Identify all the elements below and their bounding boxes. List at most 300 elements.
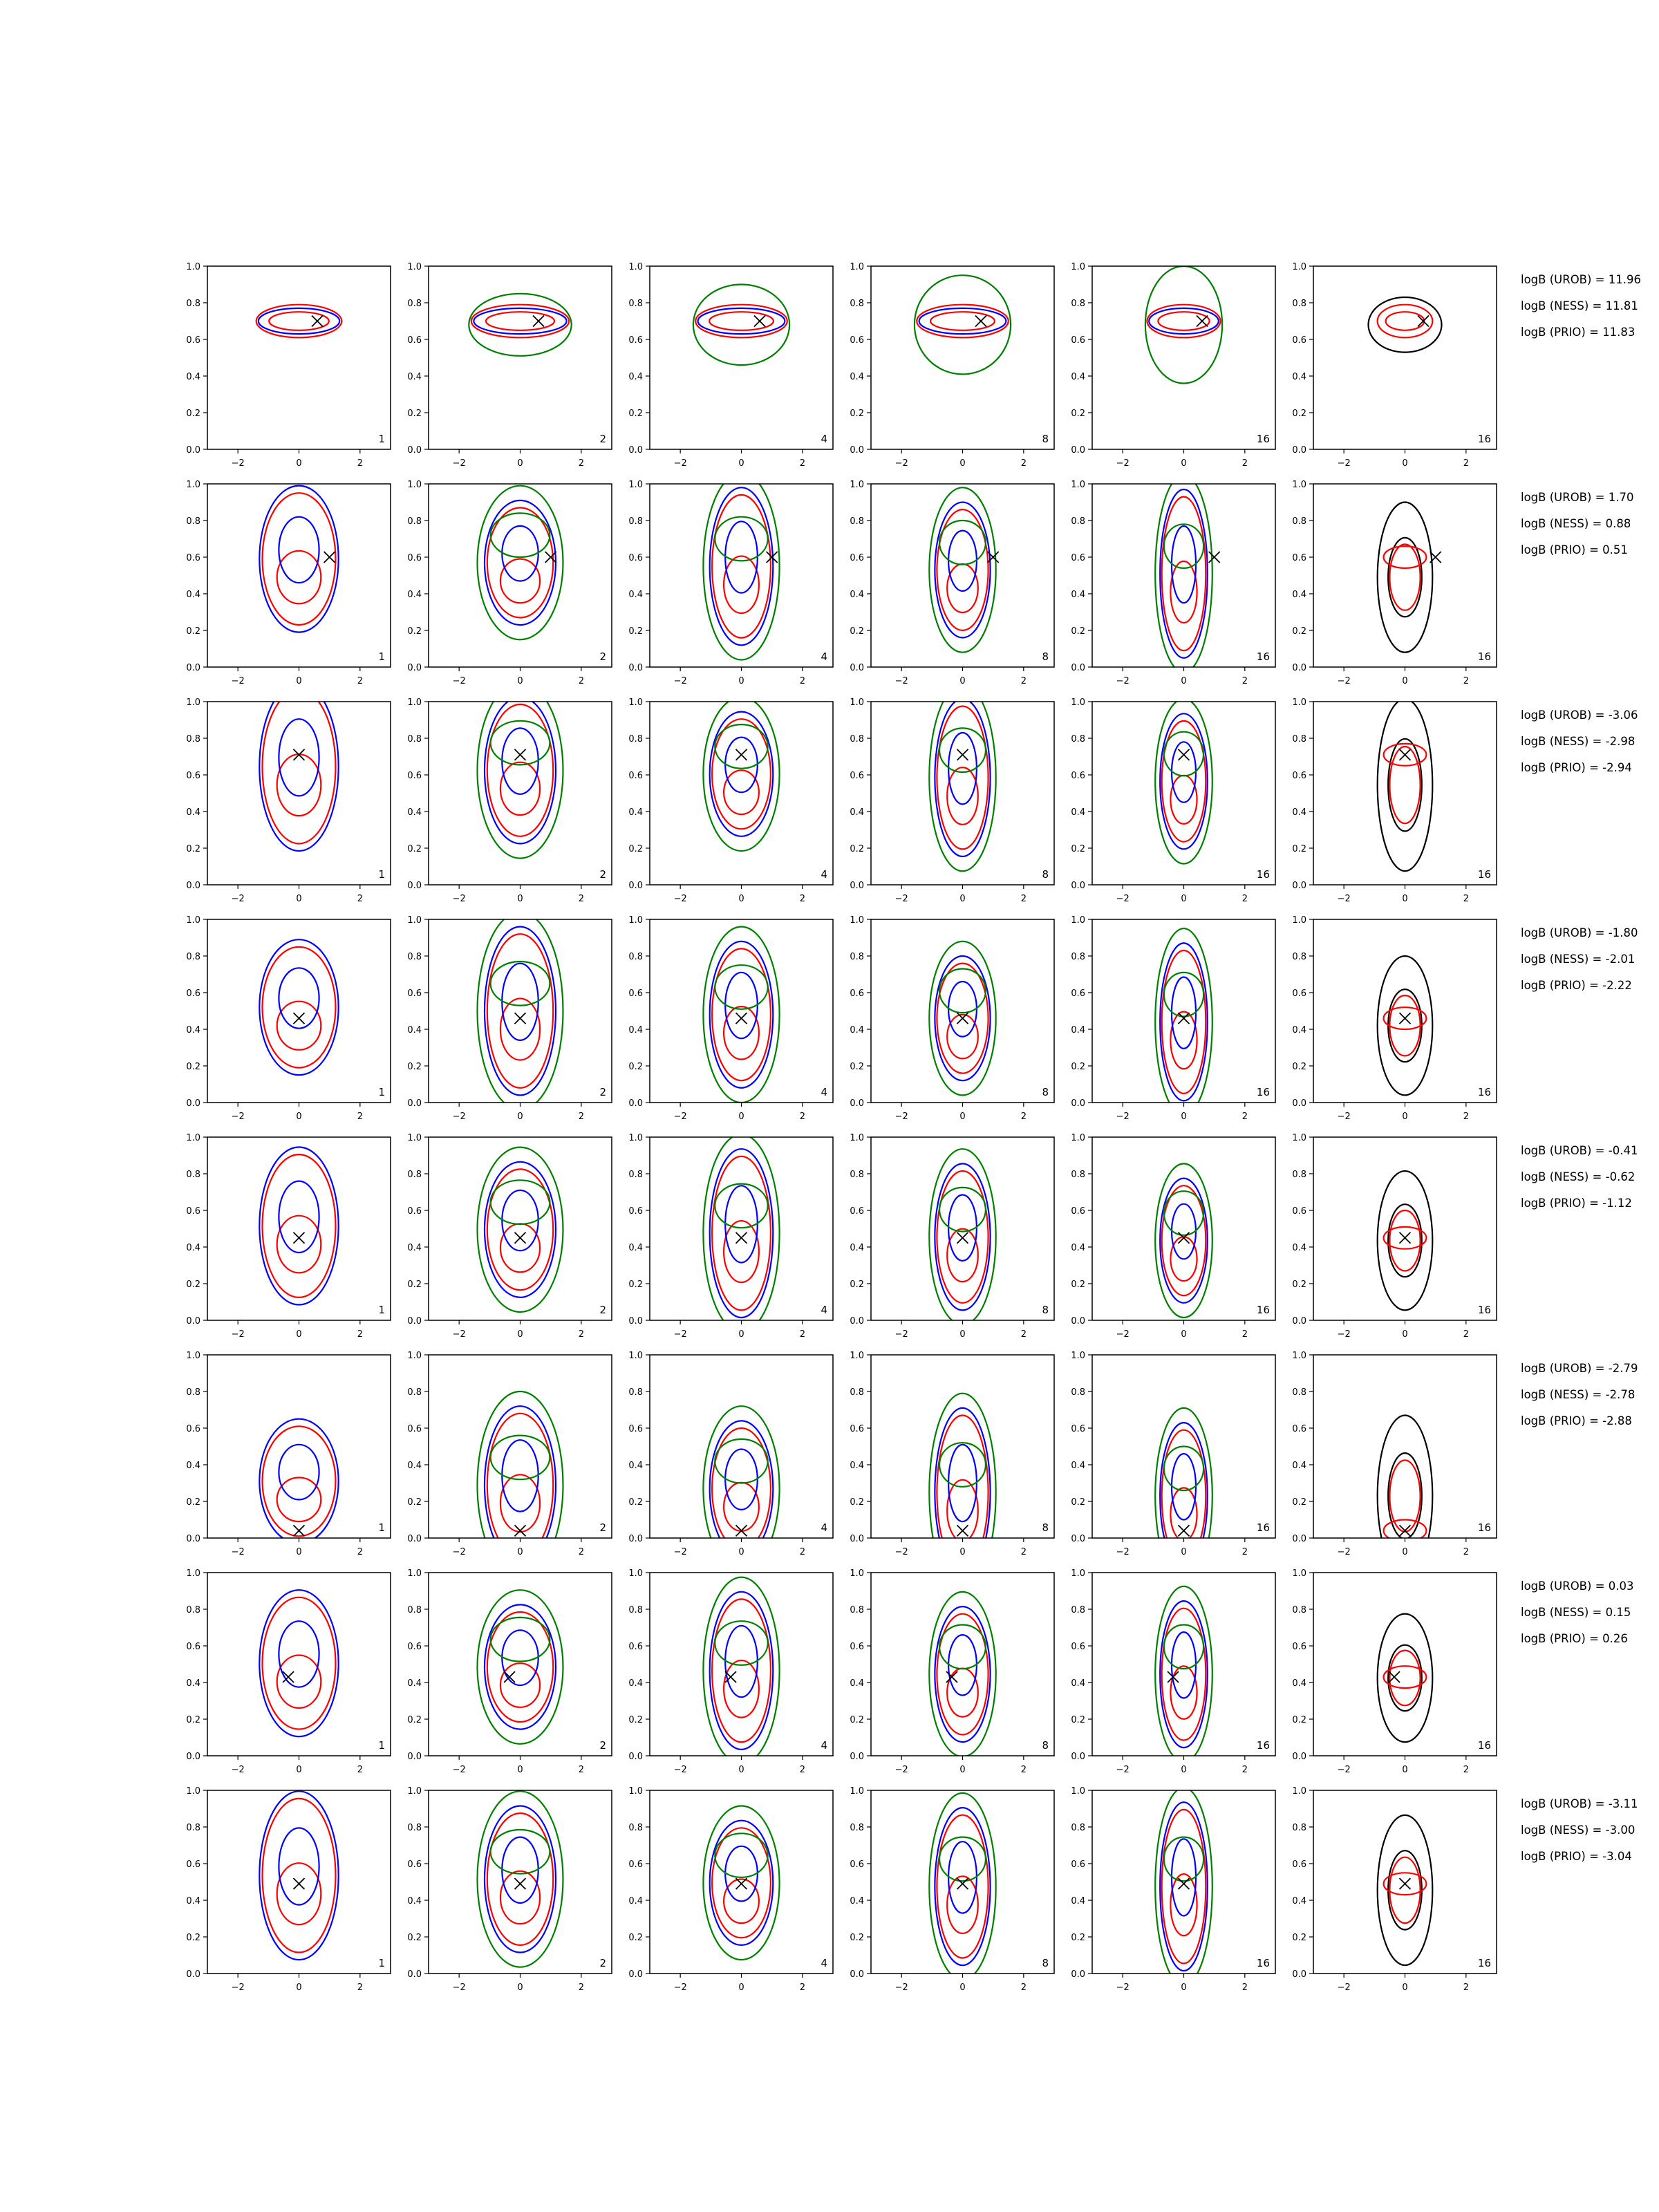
y-tick-label: 0.2 [1071,1280,1085,1290]
contour-red [1389,747,1420,823]
y-tick-label: 0.4 [628,590,643,600]
contour-green [929,1394,995,1591]
contour-blue [710,1421,774,1556]
x-tick-label: −2 [1116,676,1130,686]
y-tick-label: 1.0 [1071,1351,1085,1361]
panel-r8-c2 [407,1786,612,1993]
x-tick-label: 2 [1241,676,1248,686]
axes-frame [650,1573,833,1756]
contour-group [1145,266,1222,384]
panel-r6-c1 [186,1351,391,1557]
y-tick-label: 1.0 [186,915,200,926]
logb-annotation: logB (PRIO) = -2.88 [1521,1414,1632,1427]
logb-annotation: logB (UROB) = 0.03 [1521,1580,1634,1593]
panel-sample-label: 2 [599,1957,606,1969]
y-tick-label: 1.0 [850,1133,864,1143]
x-tick-label: 0 [738,1765,744,1775]
x-tick-label: 0 [296,1547,302,1557]
contour-green [491,1618,550,1662]
y-tick-label: 0.6 [186,1206,200,1217]
panel-sample-label: 16 [1256,433,1270,445]
x-tick-label: 0 [1181,458,1187,469]
x-tick-label: 2 [357,1983,363,1993]
y-tick-label: 0.4 [1292,1461,1306,1471]
truth-marker [545,552,556,563]
axes-frame [207,1137,391,1320]
contour-blue [279,517,319,583]
contour-red [947,1876,978,1933]
y-tick-label: 0.4 [628,1461,643,1471]
y-tick-label: 0.4 [1292,807,1306,818]
x-tick-label: −2 [452,1765,466,1775]
truth-marker [957,749,968,760]
contour-blue [485,1604,556,1729]
y-tick-label: 0.2 [407,1715,422,1725]
truth-marker [515,749,526,760]
panel-r3-c3 [628,697,833,904]
panel-r8-c4 [850,1786,1054,1993]
contour-green [1164,732,1203,776]
x-tick-label: 0 [738,1983,744,1993]
contour-red [500,1224,540,1272]
x-tick-label: 0 [1402,1547,1408,1557]
contour-red [487,934,553,1088]
panel-sample-label: 8 [1042,433,1049,445]
logb-annotation: logB (PRIO) = 0.51 [1521,543,1628,556]
panel-sample-label: 1 [378,433,385,445]
y-tick-label: 0.2 [628,844,643,854]
contour-red [500,1474,540,1532]
axes-frame [650,1137,833,1320]
y-tick-label: 0.0 [850,1752,864,1762]
y-tick-label: 0.6 [407,1424,422,1434]
logb-annotation: logB (UROB) = -2.79 [1521,1362,1638,1375]
panel-r6-c3 [628,1351,833,1571]
y-tick-label: 0.2 [628,1715,643,1725]
contour-green [1155,475,1212,673]
y-tick-label: 0.0 [628,1098,643,1109]
x-tick-label: 0 [738,676,744,686]
contour-green [1155,1788,1212,1985]
y-tick-label: 1.0 [407,915,422,926]
y-tick-label: 1.0 [1071,1786,1085,1797]
axes-frame [1313,1790,1497,1974]
y-tick-label: 1.0 [1071,697,1085,708]
panel-sample-label: 16 [1477,1739,1491,1752]
contour-group [703,1406,779,1571]
contour-blue [1172,1454,1196,1519]
contour-red [724,556,759,614]
y-tick-label: 0.2 [1292,1933,1306,1943]
axes-frame [207,702,391,885]
panel-sample-label: 2 [599,650,606,663]
x-tick-label: 2 [1463,1329,1469,1340]
x-tick-label: 2 [357,1112,363,1122]
contour-blue [935,1163,990,1310]
y-tick-label: 0.8 [850,1823,864,1833]
contour-green [703,1577,779,1764]
axes-frame [1092,1137,1275,1320]
contour-green [478,912,563,1109]
x-tick-label: 2 [357,458,363,469]
y-tick-label: 1.0 [407,1351,422,1361]
contour-blue [948,982,977,1037]
y-tick-label: 0.0 [1071,445,1085,456]
axes-frame [650,702,833,885]
logb-annotation: logB (UROB) = 1.70 [1521,491,1634,504]
y-tick-label: 0.8 [628,516,643,527]
contour-blue [948,531,977,591]
panel-r4-c4 [850,915,1054,1122]
contour-group [1155,1788,1212,1985]
y-tick-label: 0.6 [628,1642,643,1652]
x-tick-label: −2 [894,1112,908,1122]
y-tick-label: 0.0 [1071,1752,1085,1762]
contour-blue [259,1590,338,1736]
y-tick-label: 0.6 [628,1424,643,1434]
panel-r6-c6 [1292,1351,1497,1577]
y-tick-label: 1.0 [628,915,643,926]
x-tick-label: −2 [673,676,687,686]
panel-r8-c1 [186,1786,391,1993]
contour-red [500,1871,540,1924]
y-tick-label: 0.4 [186,372,200,382]
y-tick-label: 0.6 [407,553,422,563]
contour-blue [1160,943,1208,1100]
x-tick-label: −2 [673,1329,687,1340]
y-tick-label: 0.4 [407,1025,422,1035]
y-tick-label: 0.2 [850,844,864,854]
x-tick-label: −2 [1116,1112,1130,1122]
y-tick-label: 0.2 [407,409,422,419]
panel-r4-c6 [1292,915,1497,1122]
y-tick-label: 1.0 [850,1786,864,1797]
y-tick-label: 0.2 [407,626,422,637]
x-tick-label: 2 [799,676,805,686]
contour-blue [279,968,319,1028]
y-tick-label: 0.8 [850,952,864,962]
contour-group [1155,1408,1212,1584]
x-tick-label: −2 [231,1983,245,1993]
y-tick-label: 0.2 [628,1933,643,1943]
truth-marker [1179,1525,1190,1536]
contour-blue [725,521,758,592]
truth-marker [1400,1013,1411,1024]
y-tick-label: 0.8 [850,1170,864,1180]
y-tick-label: 0.0 [407,1534,422,1544]
truth-marker [946,1671,957,1683]
x-tick-label: 2 [357,676,363,686]
x-tick-label: 0 [1402,894,1408,904]
x-tick-label: 0 [517,1112,523,1122]
x-tick-label: −2 [452,1329,466,1340]
y-tick-label: 0.8 [1071,734,1085,744]
contour-group [256,305,342,338]
contour-blue [710,941,774,1088]
y-tick-label: 0.6 [186,1642,200,1652]
y-tick-label: 0.6 [407,1206,422,1217]
contour-green [1155,928,1212,1115]
logb-annotation: logB (NESS) = -3.00 [1521,1824,1635,1837]
contour-red [1389,544,1420,610]
panel-r4-c3 [628,915,833,1122]
truth-marker [1400,1232,1411,1244]
contour-green [703,697,779,851]
contour-red [263,1154,336,1297]
y-tick-label: 0.0 [186,1098,200,1109]
x-tick-label: −2 [452,1112,466,1122]
contour-blue [725,1626,758,1697]
contour-black [1388,1453,1422,1539]
y-tick-label: 0.0 [850,1316,864,1327]
y-tick-label: 1.0 [186,697,200,708]
panel-r6-c2 [407,1351,612,1578]
panel-sample-label: 4 [821,868,827,881]
y-tick-label: 0.0 [186,1316,200,1327]
contour-red [277,1002,321,1050]
truth-marker [324,552,335,563]
contour-black [1378,699,1433,871]
x-tick-label: 2 [1020,894,1027,904]
contour-blue [935,1808,990,1965]
contour-red [1170,1488,1197,1540]
x-tick-label: 2 [1241,1547,1248,1557]
contour-group [478,1791,563,1967]
y-tick-label: 0.8 [628,1387,643,1398]
contour-blue [485,1162,556,1297]
x-tick-label: 0 [1402,1112,1408,1122]
contour-red [263,1597,336,1730]
contour-green [491,1436,550,1480]
y-tick-label: 0.0 [1292,1098,1306,1109]
contour-group [703,697,779,851]
logb-annotation: logB (NESS) = 11.81 [1521,299,1638,312]
truth-marker [1179,1878,1190,1889]
x-tick-label: 2 [578,1329,584,1340]
contour-blue [948,733,977,804]
y-tick-label: 1.0 [628,262,643,272]
x-tick-label: 0 [738,1112,744,1122]
y-tick-label: 0.8 [407,952,422,962]
y-tick-label: 0.8 [1292,952,1306,962]
y-tick-label: 0.4 [1071,1896,1085,1906]
contour-red [712,1828,771,1938]
truth-marker [1197,316,1208,327]
y-tick-label: 0.4 [628,1025,643,1035]
contour-group [1155,475,1212,673]
y-tick-label: 1.0 [628,1786,643,1797]
contour-group [1378,1815,1433,1965]
x-tick-label: 2 [1463,676,1469,686]
y-tick-label: 0.8 [628,299,643,309]
x-tick-label: 0 [959,1329,966,1340]
contour-blue [279,1621,319,1687]
x-tick-label: 2 [1463,894,1469,904]
y-tick-label: 0.6 [628,771,643,781]
axes-frame [429,1790,612,1974]
x-tick-label: −2 [894,1547,908,1557]
y-tick-label: 0.6 [628,1206,643,1217]
panel-sample-label: 4 [821,1957,827,1969]
contour-red [263,493,336,625]
y-tick-label: 0.4 [1071,807,1085,818]
panel-sample-label: 8 [1042,650,1049,663]
y-tick-label: 0.2 [186,1497,200,1508]
contour-green [478,682,563,858]
x-tick-label: 2 [357,894,363,904]
panel-sample-label: 2 [599,1521,606,1534]
panel-r2-c2 [407,480,612,686]
y-tick-label: 0.6 [850,1642,864,1652]
y-tick-label: 0.2 [850,1497,864,1508]
x-tick-label: −2 [894,1983,908,1993]
contour-group [259,1419,338,1544]
y-tick-label: 0.0 [1292,663,1306,673]
x-tick-label: 2 [1463,1983,1469,1993]
panel-r5-c4 [850,1133,1054,1340]
y-tick-label: 0.0 [1071,663,1085,673]
y-tick-label: 0.0 [1292,1752,1306,1762]
contour-group [1378,1614,1433,1743]
logb-annotation: logB (UROB) = -3.11 [1521,1797,1638,1810]
x-tick-label: 0 [959,1112,966,1122]
axes-frame [207,266,391,449]
panel-sample-label: 16 [1477,650,1491,663]
y-tick-label: 0.4 [186,1243,200,1253]
y-tick-label: 0.8 [407,734,422,744]
y-tick-label: 0.8 [1292,1823,1306,1833]
y-tick-label: 0.0 [628,1969,643,1980]
y-tick-label: 0.8 [1071,1387,1085,1398]
contour-red [712,1156,771,1311]
y-tick-label: 0.8 [628,734,643,744]
contour-group [1378,699,1433,871]
panel-sample-label: 1 [378,1957,385,1969]
y-tick-label: 0.8 [850,1605,864,1615]
panel-r5-c3 [628,1133,833,1340]
panel-r7-c3 [628,1568,833,1775]
x-tick-label: 0 [959,676,966,686]
y-tick-label: 0.2 [1292,1062,1306,1072]
y-tick-label: 1.0 [1292,262,1306,272]
y-tick-label: 0.2 [628,1062,643,1072]
contour-blue [1172,526,1196,603]
x-tick-label: −2 [894,1765,908,1775]
logb-annotation: logB (NESS) = -2.01 [1521,953,1635,966]
y-tick-label: 0.4 [1071,1461,1085,1471]
y-tick-label: 0.2 [407,1497,422,1508]
contour-red [1389,1651,1420,1706]
axes-frame [871,1573,1054,1756]
logb-annotation: logB (NESS) = 0.88 [1521,517,1631,530]
y-tick-label: 0.2 [1071,1715,1085,1725]
y-tick-label: 0.4 [850,1025,864,1035]
contour-group [1155,699,1212,863]
panel-sample-label: 4 [821,650,827,663]
y-tick-label: 0.0 [1071,1534,1085,1544]
x-tick-label: 2 [1463,458,1469,469]
y-tick-label: 0.2 [1292,409,1306,419]
y-tick-label: 0.6 [1071,1424,1085,1434]
panel-sample-label: 16 [1256,650,1270,663]
logb-annotation: logB (PRIO) = -2.94 [1521,761,1632,774]
contour-red [1170,776,1197,824]
x-tick-label: 0 [1181,1765,1187,1775]
y-tick-label: 1.0 [1292,1568,1306,1579]
panel-sample-label: 16 [1256,1957,1270,1969]
contour-group [478,682,563,858]
y-tick-label: 0.8 [1292,1170,1306,1180]
truth-marker [1179,749,1190,760]
y-tick-label: 0.4 [850,590,864,600]
axes-frame [1313,1573,1497,1756]
contour-group [693,285,789,366]
contour-group [478,486,563,640]
y-tick-label: 0.0 [628,1534,643,1544]
contour-blue [1160,1179,1208,1303]
contour-red [277,551,321,603]
y-tick-label: 1.0 [407,1786,422,1797]
x-tick-label: −2 [1116,894,1130,904]
y-tick-label: 1.0 [1292,915,1306,926]
contour-black [1388,739,1422,832]
y-tick-label: 0.4 [1071,1025,1085,1035]
panel-sample-label: 8 [1042,1304,1049,1316]
y-tick-label: 0.2 [1071,1062,1085,1072]
y-tick-label: 0.2 [628,626,643,637]
panel-r1-c2 [407,262,612,469]
y-tick-label: 0.6 [850,335,864,346]
contour-green [1155,1586,1212,1762]
panel-r2-c3 [628,473,833,686]
y-tick-label: 1.0 [186,1351,200,1361]
contour-red [487,508,553,618]
panel-r3-c2 [407,682,612,904]
y-tick-label: 0.6 [628,1859,643,1870]
y-tick-label: 1.0 [850,1351,864,1361]
y-tick-label: 0.8 [186,1605,200,1615]
contour-blue [1160,1802,1208,1971]
contour-red [937,1171,988,1303]
contour-group [1155,1163,1212,1318]
y-tick-label: 0.4 [628,1896,643,1906]
y-tick-label: 0.6 [628,335,643,346]
contour-blue [279,1445,319,1500]
truth-marker [312,316,323,327]
y-tick-label: 0.6 [186,335,200,346]
truth-marker [533,316,544,327]
panel-r4-c5 [1071,915,1275,1122]
x-tick-label: −2 [1116,1547,1130,1557]
y-tick-label: 0.0 [407,881,422,891]
y-tick-label: 0.8 [1071,1605,1085,1615]
panel-sample-label: 4 [821,1521,827,1534]
panel-sample-label: 4 [821,1086,827,1098]
x-tick-label: 2 [578,1765,584,1775]
y-tick-label: 0.6 [1292,1642,1306,1652]
x-tick-label: 2 [1020,1329,1027,1340]
truth-marker [1400,1878,1411,1889]
x-tick-label: 2 [1241,1112,1248,1122]
panel-sample-label: 16 [1477,433,1491,445]
y-tick-label: 0.0 [1071,881,1085,891]
panel-r1-c4 [850,262,1054,469]
contour-green [939,521,986,565]
y-tick-label: 0.4 [1292,1243,1306,1253]
x-tick-label: 2 [578,1112,584,1122]
y-tick-label: 0.2 [186,1933,200,1943]
contour-blue [502,1440,538,1511]
